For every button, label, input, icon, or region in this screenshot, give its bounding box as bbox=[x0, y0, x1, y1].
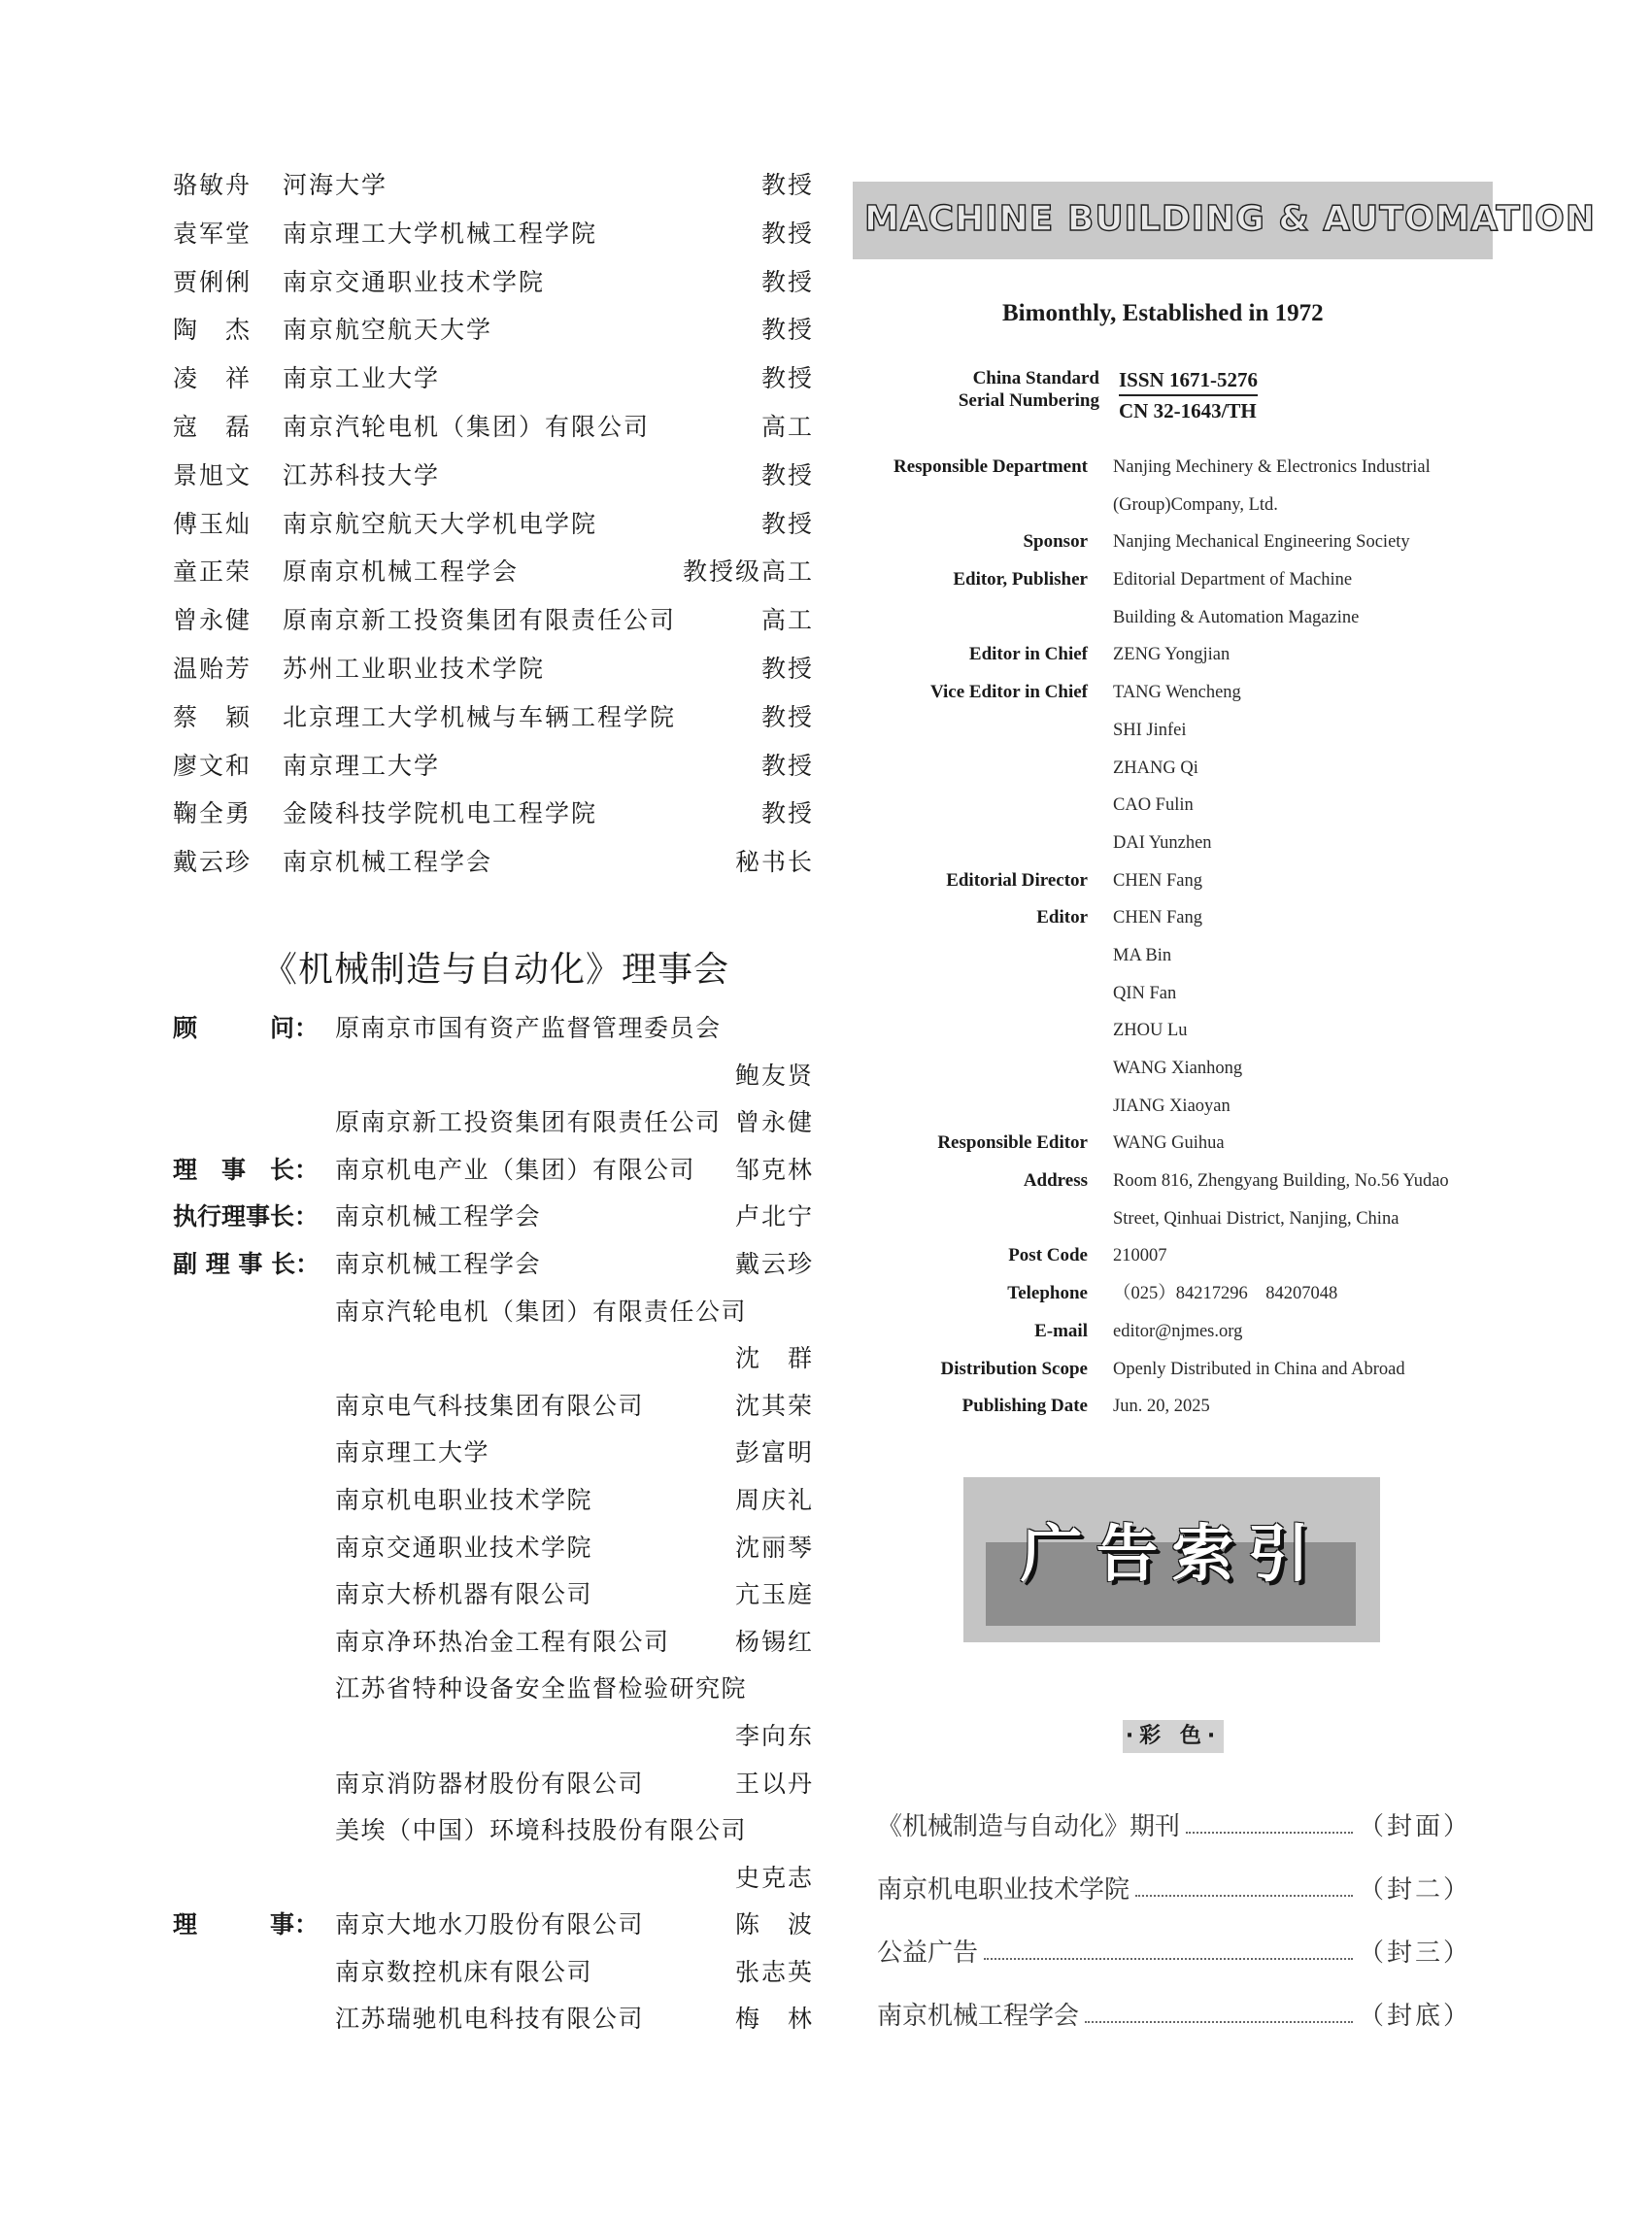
masthead-title: MACHINE BUILDING & AUTOMATION bbox=[864, 199, 1597, 239]
council-person: 彭富明 bbox=[734, 1438, 814, 1467]
member-title: 教授 bbox=[760, 171, 814, 199]
council-row bbox=[173, 1250, 814, 1298]
info-label: Responsible Editor bbox=[937, 1132, 1088, 1154]
info-row bbox=[855, 903, 1496, 941]
council-row bbox=[173, 1108, 814, 1156]
board-member-row bbox=[173, 364, 814, 413]
info-row bbox=[855, 678, 1496, 716]
council-row bbox=[173, 1628, 814, 1675]
ad-index-banner bbox=[963, 1477, 1380, 1642]
council-row bbox=[173, 1722, 814, 1770]
ad-index-item-page: （封二） bbox=[1358, 1875, 1471, 1905]
member-title: 教授 bbox=[760, 799, 814, 828]
leader-dots bbox=[984, 1937, 1353, 1960]
council-organization: 南京理工大学 bbox=[335, 1438, 490, 1467]
ad-index-item bbox=[877, 1873, 1471, 1937]
council-row bbox=[173, 1486, 814, 1534]
info-value: CHEN Fang bbox=[1113, 908, 1202, 928]
member-title: 教授级高工 bbox=[682, 557, 814, 587]
council-row bbox=[173, 1392, 814, 1439]
council-row bbox=[173, 1202, 814, 1250]
member-name: 戴云珍 bbox=[173, 848, 253, 877]
member-title: 教授 bbox=[760, 654, 814, 683]
board-member-row bbox=[173, 655, 814, 703]
ad-index-item-page: （封三） bbox=[1358, 1939, 1471, 1968]
member-title: 教授 bbox=[760, 702, 814, 731]
council-organization: 南京机电产业（集团）有限公司 bbox=[335, 1155, 696, 1184]
council-person: 沈丽琴 bbox=[734, 1533, 814, 1562]
member-affiliation: 南京理工大学 bbox=[283, 751, 441, 780]
ad-index-title: 广告索引 bbox=[1020, 1519, 1324, 1591]
board-member-row bbox=[173, 510, 814, 558]
info-row bbox=[855, 453, 1496, 490]
ad-index-item-text: 南京机电职业技术学院 bbox=[877, 1875, 1130, 1905]
board-member-row bbox=[173, 703, 814, 752]
info-row bbox=[855, 1166, 1496, 1204]
council-organization: 南京大桥机器有限公司 bbox=[335, 1580, 593, 1609]
info-value: QIN Fan bbox=[1113, 983, 1177, 1003]
council-person: 邹克林 bbox=[734, 1155, 814, 1184]
info-label: Editor in Chief bbox=[968, 644, 1088, 665]
info-row bbox=[855, 866, 1496, 904]
council-person: 曾永健 bbox=[734, 1108, 814, 1137]
member-title: 教授 bbox=[760, 364, 814, 393]
ad-index-item-page: （封面） bbox=[1358, 1812, 1471, 1841]
council-row bbox=[173, 1014, 814, 1062]
info-row bbox=[855, 1355, 1496, 1393]
member-title: 教授 bbox=[760, 751, 814, 780]
council-person: 周庆礼 bbox=[734, 1485, 814, 1514]
council-person: 张志英 bbox=[734, 1957, 814, 1986]
member-name: 景旭文 bbox=[173, 460, 253, 489]
member-affiliation: 南京机械工程学会 bbox=[283, 848, 493, 877]
council-organization: 南京数控机床有限公司 bbox=[335, 1957, 593, 1986]
member-name: 陶 杰 bbox=[173, 316, 253, 345]
member-title: 教授 bbox=[760, 509, 814, 538]
info-value: ZHANG Qi bbox=[1113, 758, 1198, 778]
board-member-row bbox=[173, 557, 814, 606]
board-member-row bbox=[173, 268, 814, 317]
info-row bbox=[855, 828, 1496, 866]
info-label: Distribution Scope bbox=[940, 1358, 1088, 1379]
council-role: 顾 问： bbox=[173, 1014, 320, 1042]
info-label: Editor, Publisher bbox=[953, 569, 1088, 590]
board-member-row bbox=[173, 316, 814, 364]
council-row bbox=[173, 1816, 814, 1864]
member-title: 教授 bbox=[760, 460, 814, 489]
member-affiliation: 金陵科技学院机电工程学院 bbox=[283, 799, 598, 828]
info-row bbox=[855, 1054, 1496, 1092]
council-organization: 南京电气科技集团有限公司 bbox=[335, 1391, 645, 1420]
info-row bbox=[855, 490, 1496, 528]
council-person: 史克志 bbox=[734, 1863, 814, 1892]
council-person: 杨锡红 bbox=[734, 1627, 814, 1656]
tagline: Bimonthly, Established in 1972 bbox=[1002, 300, 1324, 326]
info-value: WANG Xianhong bbox=[1113, 1059, 1243, 1078]
council-organization: 南京汽轮电机（集团）有限责任公司 bbox=[335, 1297, 748, 1326]
member-name: 贾俐俐 bbox=[173, 267, 253, 296]
council-row bbox=[173, 1062, 814, 1109]
info-row bbox=[855, 603, 1496, 641]
council-row bbox=[173, 1958, 814, 2006]
member-affiliation: 原南京机械工程学会 bbox=[283, 557, 520, 587]
member-affiliation: 南京理工大学机械工程学院 bbox=[283, 219, 598, 248]
info-value: ZHOU Lu bbox=[1113, 1021, 1188, 1041]
issn-values bbox=[1119, 365, 1258, 425]
info-value: Nanjing Mechanical Engineering Society bbox=[1113, 532, 1410, 553]
board-member-row bbox=[173, 171, 814, 219]
council-person: 陈 波 bbox=[734, 1910, 814, 1939]
publication-info bbox=[855, 453, 1496, 1430]
council-organization: 南京消防器材股份有限公司 bbox=[335, 1769, 645, 1798]
board-member-row bbox=[173, 461, 814, 510]
member-affiliation: 河海大学 bbox=[283, 171, 388, 199]
member-affiliation: 江苏科技大学 bbox=[283, 460, 441, 489]
leader-dots bbox=[1135, 1873, 1353, 1897]
info-row bbox=[855, 754, 1496, 792]
info-value: 210007 bbox=[1113, 1246, 1167, 1266]
info-label: Editorial Director bbox=[946, 869, 1088, 891]
ad-index-list bbox=[877, 1810, 1471, 2063]
info-value: Jun. 20, 2025 bbox=[1113, 1397, 1210, 1417]
council-row bbox=[173, 1580, 814, 1628]
council-organization: 江苏省特种设备安全监督检验研究院 bbox=[335, 1674, 748, 1703]
member-name: 袁军堂 bbox=[173, 219, 253, 248]
council-person: 鲍友贤 bbox=[734, 1061, 814, 1090]
member-affiliation: 南京汽轮电机（集团）有限公司 bbox=[283, 412, 651, 441]
council-organization: 南京机械工程学会 bbox=[335, 1249, 542, 1278]
council-title: 《机械制造与自动化》理事会 bbox=[262, 950, 730, 990]
info-value: JIANG Xiaoyan bbox=[1113, 1096, 1231, 1116]
info-label: Editor bbox=[1036, 907, 1088, 928]
info-label: Publishing Date bbox=[961, 1396, 1088, 1417]
info-label: Address bbox=[1023, 1170, 1088, 1192]
council-person: 戴云珍 bbox=[734, 1249, 814, 1278]
editorial-board-list bbox=[173, 171, 814, 896]
ad-index-item bbox=[877, 2000, 1471, 2063]
council-organization: 原南京新工投资集团有限责任公司 bbox=[335, 1108, 722, 1137]
ad-index-item-text: 南京机械工程学会 bbox=[877, 2002, 1080, 2031]
color-section-tag: ·彩 色· bbox=[1123, 1720, 1224, 1753]
ad-index-item bbox=[877, 1937, 1471, 2000]
council-person: 王以丹 bbox=[734, 1769, 814, 1798]
info-value: SHI Jinfei bbox=[1113, 720, 1187, 740]
info-row bbox=[855, 1241, 1496, 1279]
council-row bbox=[173, 1534, 814, 1581]
council-organization: 美埃（中国）环境科技股份有限公司 bbox=[335, 1816, 748, 1845]
member-name: 傅玉灿 bbox=[173, 509, 253, 538]
info-label: Sponsor bbox=[1023, 531, 1088, 553]
council-person: 沈 群 bbox=[734, 1344, 814, 1373]
member-name: 廖文和 bbox=[173, 751, 253, 780]
council-role: 理 事 长： bbox=[173, 1155, 320, 1184]
council-organization: 南京净环热冶金工程有限公司 bbox=[335, 1627, 670, 1656]
info-value: Room 816, Zhengyang Building, No.56 Yudao bbox=[1113, 1171, 1449, 1192]
info-value: Building & Automation Magazine bbox=[1113, 607, 1360, 627]
cn-number: CN 32-1643/TH bbox=[1119, 399, 1257, 422]
info-value: ZENG Yongjian bbox=[1113, 645, 1231, 665]
council-organization: 南京机电职业技术学院 bbox=[335, 1485, 593, 1514]
info-label: Telephone bbox=[1007, 1283, 1088, 1304]
ad-index-item-text: 公益广告 bbox=[877, 1939, 979, 1968]
ad-index-item-page: （封底） bbox=[1358, 2002, 1471, 2031]
council-row bbox=[173, 1344, 814, 1392]
member-affiliation: 南京工业大学 bbox=[283, 364, 441, 393]
info-value: Street, Qinhuai District, Nanjing, China bbox=[1113, 1208, 1399, 1229]
member-title: 高工 bbox=[760, 412, 814, 441]
member-affiliation: 原南京新工投资集团有限责任公司 bbox=[283, 606, 677, 635]
council-person: 卢北宁 bbox=[734, 1202, 814, 1231]
council-organization: 南京机械工程学会 bbox=[335, 1202, 542, 1231]
info-row bbox=[855, 1016, 1496, 1054]
info-row bbox=[855, 565, 1496, 603]
leader-dots bbox=[1085, 2000, 1353, 2023]
info-row bbox=[855, 791, 1496, 828]
council-row bbox=[173, 1438, 814, 1486]
council-person: 沈其荣 bbox=[734, 1391, 814, 1420]
board-member-row bbox=[173, 752, 814, 800]
council-row bbox=[173, 1298, 814, 1345]
council-row bbox=[173, 1674, 814, 1722]
issn-label bbox=[874, 367, 1099, 412]
council-row bbox=[173, 2005, 814, 2052]
info-row bbox=[855, 979, 1496, 1017]
leader-dots bbox=[1186, 1810, 1353, 1834]
council-organization: 原南京市国有资产监督管理委员会 bbox=[335, 1014, 722, 1042]
info-value: (Group)Company, Ltd. bbox=[1113, 494, 1278, 515]
council-person: 李向东 bbox=[734, 1721, 814, 1750]
info-row bbox=[855, 1317, 1496, 1355]
board-member-row bbox=[173, 219, 814, 268]
member-title: 秘书长 bbox=[734, 848, 814, 877]
council-person: 梅 林 bbox=[734, 2005, 814, 2034]
member-title: 高工 bbox=[760, 606, 814, 635]
member-name: 鞠全勇 bbox=[173, 799, 253, 828]
info-row bbox=[855, 1204, 1496, 1242]
board-member-row bbox=[173, 606, 814, 655]
council-organization: 江苏瑞驰机电科技有限公司 bbox=[335, 2005, 645, 2034]
ad-index-item bbox=[877, 1810, 1471, 1873]
council-role: 理 事： bbox=[173, 1910, 320, 1939]
info-label: Post Code bbox=[1008, 1245, 1088, 1266]
council-role: 执行理事长： bbox=[173, 1202, 320, 1231]
info-label: E-mail bbox=[1034, 1320, 1088, 1341]
info-value: editor@njmes.org bbox=[1113, 1321, 1243, 1341]
council-row bbox=[173, 1910, 814, 1958]
info-value: （025）84217296 84207048 bbox=[1113, 1284, 1338, 1304]
info-row bbox=[855, 1092, 1496, 1130]
board-member-row bbox=[173, 413, 814, 461]
info-row bbox=[855, 1129, 1496, 1166]
member-name: 寇 磊 bbox=[173, 412, 253, 441]
info-row bbox=[855, 527, 1496, 565]
member-affiliation: 南京航空航天大学 bbox=[283, 316, 493, 345]
info-label: Vice Editor in Chief bbox=[929, 682, 1088, 703]
member-name: 温贻芳 bbox=[173, 654, 253, 683]
member-affiliation: 南京交通职业技术学院 bbox=[283, 267, 546, 296]
info-value: TANG Wencheng bbox=[1113, 683, 1241, 703]
issn-label-line-2: Serial Numbering bbox=[958, 390, 1099, 411]
council-organization: 南京大地水刀股份有限公司 bbox=[335, 1910, 645, 1939]
info-value: CAO Fulin bbox=[1113, 795, 1194, 816]
member-name: 凌 祥 bbox=[173, 364, 253, 393]
board-member-row bbox=[173, 848, 814, 896]
info-row bbox=[855, 1392, 1496, 1430]
ad-index-item-text: 《机械制造与自动化》期刊 bbox=[877, 1812, 1181, 1841]
member-name: 骆敏舟 bbox=[173, 171, 253, 199]
council-organization: 南京交通职业技术学院 bbox=[335, 1533, 593, 1562]
info-row bbox=[855, 640, 1496, 678]
info-value: Editorial Department of Machine bbox=[1113, 570, 1353, 590]
board-member-row bbox=[173, 799, 814, 848]
info-value: Openly Distributed in China and Abroad bbox=[1113, 1359, 1405, 1379]
info-value: CHEN Fang bbox=[1113, 870, 1202, 891]
member-name: 蔡 颖 bbox=[173, 702, 253, 731]
info-value: Nanjing Mechinery & Electronics Industrial bbox=[1113, 457, 1431, 477]
masthead-banner bbox=[853, 182, 1597, 259]
council-person: 亢玉庭 bbox=[734, 1580, 814, 1609]
council-row bbox=[173, 1770, 814, 1817]
council-row bbox=[173, 1156, 814, 1203]
member-title: 教授 bbox=[760, 267, 814, 296]
info-value: MA Bin bbox=[1113, 945, 1172, 965]
council-role: 副 理 事 长： bbox=[173, 1249, 320, 1278]
member-title: 教授 bbox=[760, 316, 814, 345]
council-list bbox=[173, 1014, 814, 2052]
member-affiliation: 苏州工业职业技术学院 bbox=[283, 654, 546, 683]
info-value: WANG Guihua bbox=[1113, 1133, 1225, 1154]
member-affiliation: 南京航空航天大学机电学院 bbox=[283, 509, 598, 538]
council-row bbox=[173, 1864, 814, 1911]
info-row bbox=[855, 716, 1496, 754]
info-value: DAI Yunzhen bbox=[1113, 832, 1212, 853]
info-row bbox=[855, 941, 1496, 979]
member-name: 曾永健 bbox=[173, 606, 253, 635]
info-row bbox=[855, 1279, 1496, 1317]
member-affiliation: 北京理工大学机械与车辆工程学院 bbox=[283, 702, 677, 731]
issn-number: ISSN 1671-5276 bbox=[1119, 365, 1258, 396]
member-name: 童正荣 bbox=[173, 557, 253, 587]
member-title: 教授 bbox=[760, 219, 814, 248]
info-label: Responsible Department bbox=[893, 456, 1088, 477]
issn-label-line-1: China Standard bbox=[972, 368, 1099, 388]
